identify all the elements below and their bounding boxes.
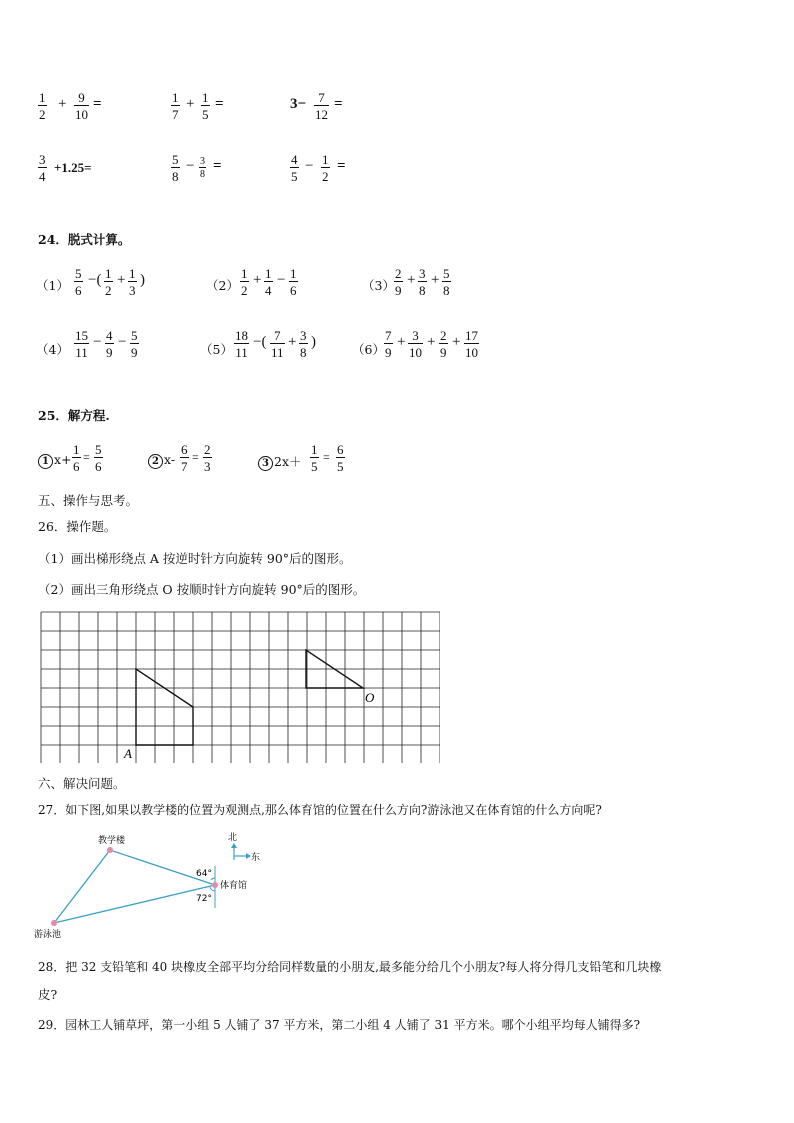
fraction: $\frac{6}{5}$ <box>337 442 344 474</box>
fraction: $\frac{4}{9}$ <box>106 328 113 360</box>
pool-point <box>51 920 57 926</box>
question-25-title: 25．解方程. <box>38 408 110 423</box>
operator: + <box>452 334 461 350</box>
prefix: 3− <box>290 96 307 112</box>
question-26-part-2: （2）画出三角形绕点 O 按顺时针方向旋转 90°后的图形。 <box>38 582 366 597</box>
operator: − <box>277 272 286 288</box>
question-26-title: 26．操作题。 <box>38 519 117 534</box>
equals: = <box>334 96 343 112</box>
fraction: $\frac{1}{7}$ <box>172 90 179 122</box>
pool-label: 游泳池 <box>34 930 62 940</box>
teaching-building-point <box>107 847 113 853</box>
line-teaching-to-gym <box>110 850 215 885</box>
direction-diagram <box>30 828 280 943</box>
operator: − <box>118 334 127 350</box>
fraction: $\frac{17}{10}$ <box>465 328 478 360</box>
operator: + <box>117 272 126 288</box>
question-28-line-1: 28．把 32 支铅笔和 40 块橡皮全部平均分给同样数量的小朋友,最多能分给几个小朋友?每人将分得几支铅笔和几块橡 <box>38 960 662 974</box>
gym-point <box>212 882 218 888</box>
item-label: （4） <box>36 342 69 357</box>
question-27-text: 27．如下图,如果以教学楼的位置为观测点,那么体育馆的位置在什么方向?游泳池又在体育馆的什么方向呢? <box>38 803 602 817</box>
fraction: $\frac{3}{4}$ <box>39 152 46 184</box>
fraction: $\frac{5}{6}$ <box>75 266 82 298</box>
east-label: 东 <box>251 853 261 863</box>
point-o-label: O <box>365 690 375 705</box>
fraction: $\frac{2}{3}$ <box>204 442 211 474</box>
equation-number: 1 x+ <box>38 452 72 469</box>
operator: − <box>93 334 102 350</box>
angle-72-label: 72° <box>196 894 212 904</box>
question-26-part-1: （1）画出梯形绕点 A 按逆时针方向旋转 90°后的图形。 <box>38 551 352 566</box>
fraction: $\frac{2}{9}$ <box>395 266 402 298</box>
equals: = <box>215 96 224 112</box>
compass-north-arrowhead-icon <box>231 843 237 848</box>
fraction: $\frac{1}{3}$ <box>129 266 136 298</box>
equals: = <box>337 158 346 174</box>
fraction: $\frac{6}{7}$ <box>181 442 188 474</box>
operator: + <box>427 334 436 350</box>
operator: ) <box>140 272 145 288</box>
operator: − <box>186 158 195 174</box>
fraction: $\frac{15}{11}$ <box>75 328 88 360</box>
operator: − <box>305 158 314 174</box>
operator: + <box>397 334 406 350</box>
fraction: $\frac{1}{6}$ <box>290 266 297 298</box>
point-a-label: A <box>124 746 132 761</box>
fraction: $\frac{7}{11}$ <box>271 328 284 360</box>
equals: = <box>323 450 330 464</box>
operator: + <box>288 334 297 350</box>
expression-tail: +1.25= <box>54 160 92 175</box>
equation-number: 2 x- <box>148 452 175 469</box>
question-24-title: 24．脱式计算。 <box>38 232 131 247</box>
fraction: $\frac{3}{8}$ <box>300 328 307 360</box>
fraction: $\frac{3}{10}$ <box>409 328 422 360</box>
fraction: $\frac{1}{2}$ <box>322 152 329 184</box>
item-label: （5） <box>200 342 233 357</box>
fraction: $\frac{5}{8}$ <box>172 152 179 184</box>
operator: + <box>407 272 416 288</box>
question-28-line-2: 皮? <box>38 987 58 1002</box>
fraction: $\frac{3}{8}$ <box>200 156 205 180</box>
fraction: $\frac{5}{8}$ <box>443 266 450 298</box>
item-label: （6） <box>352 342 385 357</box>
operator: + <box>58 96 67 112</box>
item-label: （2） <box>206 278 239 293</box>
fraction: $\frac{1}{2}$ <box>39 90 46 122</box>
fraction: $\frac{7}{9}$ <box>385 328 392 360</box>
fraction: $\frac{5}{6}$ <box>95 442 102 474</box>
rotation-grid <box>40 611 440 763</box>
operator: + <box>186 96 195 112</box>
fraction: $\frac{18}{11}$ <box>235 328 248 360</box>
grid-lines <box>41 612 440 763</box>
fraction: $\frac{1}{5}$ <box>202 90 209 122</box>
fraction: $\frac{7}{12}$ <box>315 90 328 122</box>
equals: = <box>192 450 199 464</box>
angle-64-label: 64° <box>196 869 212 879</box>
fraction: $\frac{1}{2}$ <box>105 266 112 298</box>
operator: + <box>431 272 440 288</box>
fraction: $\frac{9}{10}$ <box>75 90 88 122</box>
gym-label: 体育馆 <box>220 881 248 891</box>
equals: = <box>83 450 90 464</box>
equals: = <box>93 96 102 112</box>
operator: −( <box>88 272 102 288</box>
operator: ) <box>311 334 316 350</box>
teaching-building-label: 教学楼 <box>98 836 126 846</box>
item-label: （3） <box>362 278 395 293</box>
fraction: $\frac{3}{8}$ <box>419 266 426 298</box>
north-label: 北 <box>228 833 238 843</box>
question-29-text: 29．园林工人铺草坪，第一小组 5 人铺了 37 平方米，第二小组 4 人铺了 31 平方米。哪个小组平均每人铺得多? <box>38 1018 641 1032</box>
operator: −( <box>253 334 267 350</box>
fraction: $\frac{4}{5}$ <box>291 152 298 184</box>
item-label: （1） <box>36 278 69 293</box>
fraction: $\frac{1}{4}$ <box>265 266 272 298</box>
fraction: $\frac{1}{6}$ <box>73 442 80 474</box>
operator: + <box>253 272 262 288</box>
equation-number: 3 2x＋ <box>258 452 302 471</box>
fraction: $\frac{1}{5}$ <box>311 442 318 474</box>
equals: = <box>213 158 222 174</box>
fraction: $\frac{2}{9}$ <box>440 328 447 360</box>
fraction: $\frac{1}{2}$ <box>241 266 248 298</box>
section-6-heading: 六、解决问题。 <box>38 776 126 791</box>
section-5-heading: 五、操作与思考。 <box>38 493 139 508</box>
fraction: $\frac{5}{9}$ <box>131 328 138 360</box>
